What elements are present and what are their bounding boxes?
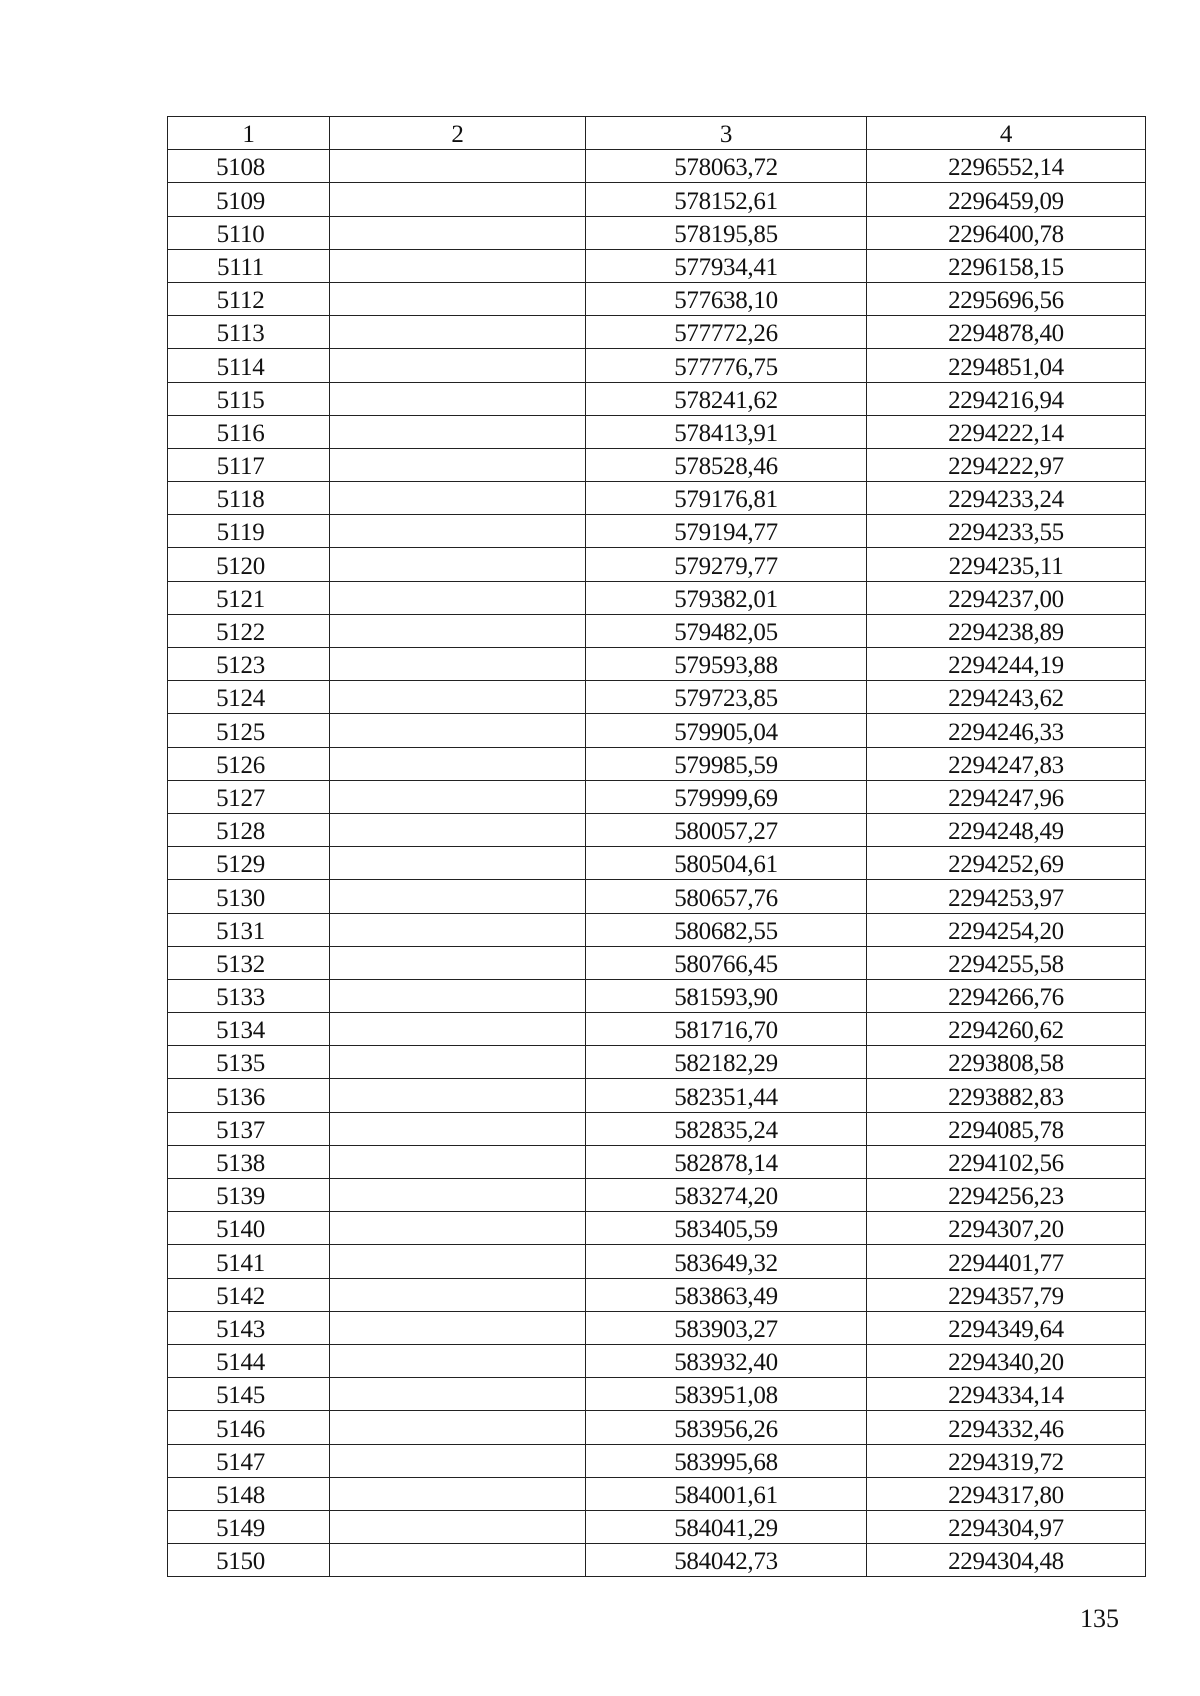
- table-cell-col-2: [330, 1444, 586, 1477]
- table-cell-col-4: 2294222,14: [867, 415, 1146, 448]
- table-cell-col-4: 2294334,14: [867, 1378, 1146, 1411]
- table-cell-col-4: 2296158,15: [867, 249, 1146, 282]
- table-cell-col-3: 579593,88: [586, 648, 867, 681]
- table-row: [168, 1278, 1146, 1311]
- table-cell-col-4: 2294252,69: [867, 847, 1146, 880]
- table-cell-col-2: [330, 979, 586, 1012]
- table-row: [168, 1510, 1146, 1543]
- table-row: [168, 1079, 1146, 1112]
- table-row: [168, 1245, 1146, 1278]
- table-row: [168, 349, 1146, 382]
- table-cell-col-1: 5127: [168, 780, 330, 813]
- table-cell-col-4: 2294304,48: [867, 1544, 1146, 1577]
- table-cell-col-1: 5108: [168, 150, 330, 183]
- table-cell-col-1: 5119: [168, 515, 330, 548]
- table-cell-col-4: 2295696,56: [867, 282, 1146, 315]
- table-cell-col-3: 578152,61: [586, 183, 867, 216]
- table-cell-col-4: 2294255,58: [867, 946, 1146, 979]
- table-cell-col-4: 2294246,33: [867, 714, 1146, 747]
- table-cell-col-4: 2294357,79: [867, 1278, 1146, 1311]
- table-cell-col-1: 5131: [168, 913, 330, 946]
- table-cell-col-3: 579382,01: [586, 581, 867, 614]
- table-cell-col-3: 578413,91: [586, 415, 867, 448]
- table-row: [168, 1179, 1146, 1212]
- table-row: [168, 614, 1146, 647]
- column-header-4: 4: [867, 117, 1146, 150]
- table-cell-col-2: [330, 813, 586, 846]
- table-cell-col-4: 2294237,00: [867, 581, 1146, 614]
- table-cell-col-2: [330, 1344, 586, 1377]
- table-cell-col-3: 577776,75: [586, 349, 867, 382]
- table-cell-col-4: 2294248,49: [867, 813, 1146, 846]
- table-cell-col-1: 5138: [168, 1145, 330, 1178]
- table-row: [168, 847, 1146, 880]
- table-cell-col-2: [330, 1013, 586, 1046]
- table-cell-col-4: 2294266,76: [867, 979, 1146, 1012]
- table-cell-col-3: 578241,62: [586, 382, 867, 415]
- table-cell-col-3: 580766,45: [586, 946, 867, 979]
- table-row: [168, 515, 1146, 548]
- table-cell-col-1: 5140: [168, 1212, 330, 1245]
- table-cell-col-2: [330, 316, 586, 349]
- table-cell-col-4: 2296400,78: [867, 216, 1146, 249]
- table-cell-col-3: 577772,26: [586, 316, 867, 349]
- table-cell-col-1: 5121: [168, 581, 330, 614]
- table-cell-col-1: 5110: [168, 216, 330, 249]
- table-cell-col-3: 579999,69: [586, 780, 867, 813]
- table-cell-col-2: [330, 1179, 586, 1212]
- table-cell-col-2: [330, 1046, 586, 1079]
- table-row: [168, 482, 1146, 515]
- table-cell-col-3: 582835,24: [586, 1112, 867, 1145]
- table-cell-col-3: 583995,68: [586, 1444, 867, 1477]
- table-cell-col-2: [330, 1212, 586, 1245]
- table-cell-col-3: 578063,72: [586, 150, 867, 183]
- table-cell-col-3: 583274,20: [586, 1179, 867, 1212]
- table-row: [168, 780, 1146, 813]
- table-cell-col-1: 5109: [168, 183, 330, 216]
- table-cell-col-4: 2294878,40: [867, 316, 1146, 349]
- table-cell-col-1: 5143: [168, 1311, 330, 1344]
- table-cell-col-2: [330, 282, 586, 315]
- table-cell-col-4: 2294085,78: [867, 1112, 1146, 1145]
- table-cell-col-1: 5132: [168, 946, 330, 979]
- table-cell-col-1: 5118: [168, 482, 330, 515]
- table-row: [168, 1212, 1146, 1245]
- table-cell-col-4: 2294222,97: [867, 448, 1146, 481]
- table-cell-col-3: 583956,26: [586, 1411, 867, 1444]
- table-cell-col-2: [330, 780, 586, 813]
- table-cell-col-3: 579279,77: [586, 548, 867, 581]
- table-row: [168, 448, 1146, 481]
- table-cell-col-4: 2293808,58: [867, 1046, 1146, 1079]
- table-cell-col-3: 577638,10: [586, 282, 867, 315]
- table-cell-col-3: 583649,32: [586, 1245, 867, 1278]
- table-row: [168, 913, 1146, 946]
- table-cell-col-3: 580682,55: [586, 913, 867, 946]
- table-cell-col-3: 580504,61: [586, 847, 867, 880]
- table-row: [168, 747, 1146, 780]
- table-cell-col-2: [330, 1112, 586, 1145]
- table-row: [168, 183, 1146, 216]
- table-cell-col-2: [330, 1411, 586, 1444]
- table-cell-col-3: 578528,46: [586, 448, 867, 481]
- table-cell-col-4: 2294247,83: [867, 747, 1146, 780]
- table-row: [168, 714, 1146, 747]
- table-cell-col-2: [330, 1378, 586, 1411]
- table-cell-col-3: 579905,04: [586, 714, 867, 747]
- table-row: [168, 249, 1146, 282]
- table-cell-col-1: 5147: [168, 1444, 330, 1477]
- table-cell-col-1: 5148: [168, 1477, 330, 1510]
- table-cell-col-4: 2294307,20: [867, 1212, 1146, 1245]
- column-header-3: 3: [586, 117, 867, 150]
- table-cell-col-1: 5112: [168, 282, 330, 315]
- table-cell-col-2: [330, 249, 586, 282]
- table-cell-col-4: 2294319,72: [867, 1444, 1146, 1477]
- table-cell-col-3: 581593,90: [586, 979, 867, 1012]
- table-cell-col-4: 2294851,04: [867, 349, 1146, 382]
- table-row: [168, 880, 1146, 913]
- table-cell-col-3: 580057,27: [586, 813, 867, 846]
- table-cell-col-4: 2294260,62: [867, 1013, 1146, 1046]
- table-row: [168, 316, 1146, 349]
- table-row: [168, 581, 1146, 614]
- table-row: [168, 813, 1146, 846]
- table-cell-col-1: 5145: [168, 1378, 330, 1411]
- table-body: [168, 150, 1146, 1577]
- table-cell-col-4: 2294243,62: [867, 681, 1146, 714]
- table-cell-col-2: [330, 382, 586, 415]
- table-cell-col-4: 2294244,19: [867, 648, 1146, 681]
- table-cell-col-2: [330, 913, 586, 946]
- table-cell-col-2: [330, 1311, 586, 1344]
- table-cell-col-4: 2294253,97: [867, 880, 1146, 913]
- table-row: [168, 1046, 1146, 1079]
- table-cell-col-1: 5129: [168, 847, 330, 880]
- coordinates-table: [167, 116, 1146, 1577]
- table-cell-col-1: 5135: [168, 1046, 330, 1079]
- table-row: [168, 1411, 1146, 1444]
- table-row: [168, 1145, 1146, 1178]
- table-cell-col-4: 2294317,80: [867, 1477, 1146, 1510]
- table-cell-col-2: [330, 150, 586, 183]
- table-row: [168, 1444, 1146, 1477]
- table-row: [168, 1544, 1146, 1577]
- table-cell-col-2: [330, 747, 586, 780]
- table-cell-col-2: [330, 1079, 586, 1112]
- table-cell-col-1: 5134: [168, 1013, 330, 1046]
- table-row: [168, 681, 1146, 714]
- table-cell-col-1: 5144: [168, 1344, 330, 1377]
- table-cell-col-4: 2294304,97: [867, 1510, 1146, 1543]
- table-row: [168, 648, 1146, 681]
- table-cell-col-4: 2293882,83: [867, 1079, 1146, 1112]
- table-cell-col-1: 5125: [168, 714, 330, 747]
- table-cell-col-2: [330, 847, 586, 880]
- table-row: [168, 1378, 1146, 1411]
- table-cell-col-2: [330, 681, 586, 714]
- table-cell-col-2: [330, 515, 586, 548]
- table-header-row: [168, 117, 1146, 150]
- table-cell-col-2: [330, 1544, 586, 1577]
- table-cell-col-1: 5141: [168, 1245, 330, 1278]
- table-cell-col-2: [330, 448, 586, 481]
- table-row: [168, 1013, 1146, 1046]
- table-cell-col-4: 2294102,56: [867, 1145, 1146, 1178]
- table-row: [168, 415, 1146, 448]
- table-cell-col-1: 5150: [168, 1544, 330, 1577]
- table-cell-col-3: 582182,29: [586, 1046, 867, 1079]
- table-cell-col-2: [330, 880, 586, 913]
- table-cell-col-3: 577934,41: [586, 249, 867, 282]
- table-cell-col-4: 2294254,20: [867, 913, 1146, 946]
- table-cell-col-3: 583405,59: [586, 1212, 867, 1245]
- table-cell-col-1: 5136: [168, 1079, 330, 1112]
- table-cell-col-1: 5126: [168, 747, 330, 780]
- table-cell-col-2: [330, 415, 586, 448]
- table-cell-col-2: [330, 1510, 586, 1543]
- table-cell-col-2: [330, 216, 586, 249]
- table-cell-col-3: 582351,44: [586, 1079, 867, 1112]
- table-cell-col-3: 579176,81: [586, 482, 867, 515]
- table-cell-col-4: 2294401,77: [867, 1245, 1146, 1278]
- table-cell-col-2: [330, 714, 586, 747]
- table-row: [168, 1477, 1146, 1510]
- table-cell-col-1: 5133: [168, 979, 330, 1012]
- table-cell-col-2: [330, 946, 586, 979]
- table-cell-col-3: 583932,40: [586, 1344, 867, 1377]
- table-cell-col-1: 5149: [168, 1510, 330, 1543]
- table-cell-col-4: 2294247,96: [867, 780, 1146, 813]
- table-cell-col-2: [330, 648, 586, 681]
- table-cell-col-4: 2294349,64: [867, 1311, 1146, 1344]
- table-cell-col-1: 5137: [168, 1112, 330, 1145]
- column-header-1: 1: [168, 117, 330, 150]
- table-cell-col-4: 2294340,20: [867, 1344, 1146, 1377]
- table-cell-col-2: [330, 1477, 586, 1510]
- table-cell-col-4: 2294332,46: [867, 1411, 1146, 1444]
- table-cell-col-3: 583903,27: [586, 1311, 867, 1344]
- table-cell-col-4: 2294233,55: [867, 515, 1146, 548]
- table-cell-col-1: 5120: [168, 548, 330, 581]
- table-cell-col-3: 581716,70: [586, 1013, 867, 1046]
- table-cell-col-4: 2294235,11: [867, 548, 1146, 581]
- table-cell-col-2: [330, 183, 586, 216]
- table-cell-col-4: 2294238,89: [867, 614, 1146, 647]
- table-cell-col-2: [330, 349, 586, 382]
- table-cell-col-2: [330, 482, 586, 515]
- table-cell-col-3: 579194,77: [586, 515, 867, 548]
- table-cell-col-4: 2294216,94: [867, 382, 1146, 415]
- table-cell-col-1: 5146: [168, 1411, 330, 1444]
- table-row: [168, 1112, 1146, 1145]
- table-cell-col-1: 5130: [168, 880, 330, 913]
- table-cell-col-2: [330, 614, 586, 647]
- table-cell-col-1: 5123: [168, 648, 330, 681]
- table-cell-col-3: 584041,29: [586, 1510, 867, 1543]
- table-cell-col-4: 2296459,09: [867, 183, 1146, 216]
- table-cell-col-3: 582878,14: [586, 1145, 867, 1178]
- table-row: [168, 1311, 1146, 1344]
- table-cell-col-3: 578195,85: [586, 216, 867, 249]
- table-cell-col-1: 5117: [168, 448, 330, 481]
- table-row: [168, 382, 1146, 415]
- table-cell-col-3: 584001,61: [586, 1477, 867, 1510]
- table-cell-col-3: 579985,59: [586, 747, 867, 780]
- table-cell-col-1: 5114: [168, 349, 330, 382]
- table-cell-col-1: 5139: [168, 1179, 330, 1212]
- table-row: [168, 282, 1146, 315]
- table-cell-col-4: 2296552,14: [867, 150, 1146, 183]
- table-cell-col-3: 579482,05: [586, 614, 867, 647]
- table-cell-col-2: [330, 1245, 586, 1278]
- table-row: [168, 946, 1146, 979]
- table-cell-col-3: 583863,49: [586, 1278, 867, 1311]
- table-cell-col-1: 5122: [168, 614, 330, 647]
- table-cell-col-1: 5116: [168, 415, 330, 448]
- table-cell-col-1: 5113: [168, 316, 330, 349]
- table-cell-col-3: 583951,08: [586, 1378, 867, 1411]
- table-row: [168, 548, 1146, 581]
- column-header-2: 2: [330, 117, 586, 150]
- table-cell-col-1: 5124: [168, 681, 330, 714]
- table-cell-col-1: 5111: [168, 249, 330, 282]
- table-cell-col-4: 2294256,23: [867, 1179, 1146, 1212]
- table-cell-col-3: 584042,73: [586, 1544, 867, 1577]
- table-cell-col-1: 5142: [168, 1278, 330, 1311]
- page-number: 135: [1080, 1604, 1119, 1633]
- table-cell-col-2: [330, 548, 586, 581]
- table-row: [168, 1344, 1146, 1377]
- table-cell-col-2: [330, 1145, 586, 1178]
- table-cell-col-1: 5128: [168, 813, 330, 846]
- table-cell-col-3: 580657,76: [586, 880, 867, 913]
- table-cell-col-1: 5115: [168, 382, 330, 415]
- table-row: [168, 979, 1146, 1012]
- table-cell-col-2: [330, 1278, 586, 1311]
- table-cell-col-2: [330, 581, 586, 614]
- table-cell-col-3: 579723,85: [586, 681, 867, 714]
- table-row: [168, 216, 1146, 249]
- table-cell-col-4: 2294233,24: [867, 482, 1146, 515]
- table-row: [168, 150, 1146, 183]
